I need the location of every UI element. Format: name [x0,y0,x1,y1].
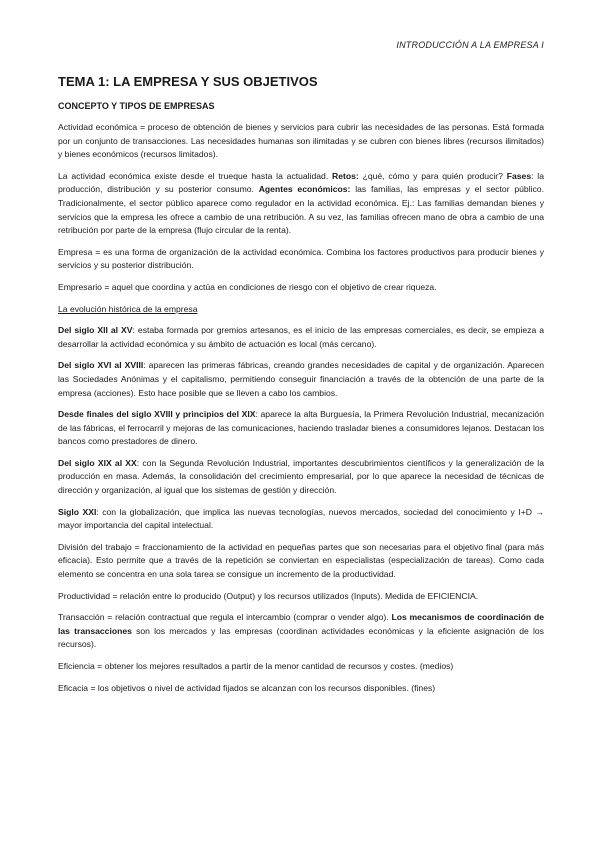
paragraph-siglo-xxi [58,506,544,533]
text-run: ¿qué, cómo y para quién producir? [358,170,507,181]
text-run: : la producción, distribución y su posterior consumo. [58,170,544,195]
bold-mecanismos: Los mecanismos de coordinación de las transacciones [58,612,544,636]
subsection-title: La evolución histórica de la empresa [58,303,198,314]
paragraph-empresario: Empresario = aquel que coordina y actúa en condiciones de riesgo con el objetivo de crear riqueza. [58,281,437,292]
chapter-title: TEMA 1: LA EMPRESA Y SUS OBJETIVOS [58,74,318,89]
text-run: : aparecen las primeras fábricas, creando grandes necesidades de capital y de organización. Aparecen las Sociedades Anónimas y el capitalismo, permitiendo conseguir financiación a través de la obtención de una parte de la empresa (acciones). Esto hace posible que se lleven a cabo los cambios. [58,360,544,398]
paragraph-actividad-economica: Actividad económica = proceso de obtención de bienes y servicios para cubrir las necesidades de las personas. Está formada por un conjunto de transacciones. Las necesidades humanas son ilimitadas y se cubren con bienes libres (recursos ilimitados) y bienes económicos (recursos limitados). [58,122,544,160]
running-header: INTRODUCCIÓN A LA EMPRESA I [396,40,544,50]
paragraph-siglo-xix-xx [58,457,544,498]
bold-agentes: Agentes económicos: [258,184,351,195]
text-run: : estaba formada por gremios artesanos, es el inicio de las empresas comerciales, es decir, se empieza a desarrollar la actividad económica y su ámbito de actuación es local (más cercano). [58,325,544,349]
bold-period: Del siglo XII al XV [58,325,133,336]
text-run: son los mercados y las empresas (coordinan actividades económicas y la eficiente asignación de los recursos). [58,625,544,650]
paragraph-eficacia: Eficacia = los objetivos o nivel de actividad fijados se alcanzan con los recursos disponibles. (fines) [58,682,436,693]
paragraph-eficiencia: Eficiencia = obtener los mejores resultados a partir de la menor cantidad de recursos y costes. (medios) [58,661,454,671]
section-title: CONCEPTO Y TIPOS DE EMPRESAS [58,101,215,111]
paragraph-siglo-xii-xv [58,324,544,351]
text-run: Transacción = relación contractual que regula el intercambio (comprar o vender algo). [58,612,392,623]
paragraph-empresa: Empresa = es una forma de organización de la actividad económica. Combina los factores productivos para producir bienes y servicios y su posterior distribución. [58,246,544,271]
bold-retos: Retos: [332,170,359,181]
bold-period: Del siglo XIX al XX [58,457,137,468]
paragraph-productividad: Productividad = relación entre lo producido (Output) y los recursos utilizados (Inputs). Medida de EFICIENCIA. [58,590,479,601]
paragraph-siglo-xviii-xix [58,408,544,449]
text-run: La actividad económica existe desde el trueque hasta la actualidad. [58,170,333,181]
text-run: las familias, las empresas y el sector público. Tradicionalmente, el sector público aparece como regulador en la actividad económica. Ej.: Las familias demandan bienes y servicios que la empresa les ofrece a cambio de una retribución. A su vez, las familias ofrecen mano de obra a cambio de una retribución por parte de la empresa (flujo circular de la renta). [58,184,544,236]
text-run: : con la Segunda Revolución Industrial, importantes descubrimientos científicos y la generalización de la producción en masa. Además, la consolidación del crecimiento empresarial, por lo que aparece la necesidad de técnicas de dirección y organización, al igual que los sistemas de gestión y dirección. [58,457,544,496]
paragraph-retos-fases-agentes [58,170,544,238]
bold-period: Siglo XXI [58,506,97,517]
document-body [58,74,544,703]
text-run: : con la globalización, que implica las nuevas tecnologías, nuevos mercados, sociedad del conocimiento y I+D → mayor importancia del capital intelectual. [58,506,544,531]
text-run: : aparece la alta Burguesía, la Primera Revolución Industrial, mecanización de las fábricas, el ferrocarril y mejoras de las comunicaciones, haciendo trasladar bienes a consumidores lejanos. Destacan los bancos como prestadores de dinero. [58,409,544,447]
bold-period: Desde finales del siglo XVIII y principios del XIX [58,409,256,420]
paragraph-transaccion [58,611,544,652]
paragraph-division-trabajo: División del trabajo = fraccionamiento de la actividad en pequeñas partes que son necesarias para el objetivo final (para más eficacia). Esto permite que a través de la repetición se conviertan en especialistas (especialización de tareas). Como cada elemento se concentra en una sola tarea se consigue un incremento de la productividad. [58,541,544,580]
bold-fases: Fases [506,170,532,181]
bold-period: Del siglo XVI al XVIII [58,360,144,371]
paragraph-siglo-xvi-xviii [58,359,544,400]
